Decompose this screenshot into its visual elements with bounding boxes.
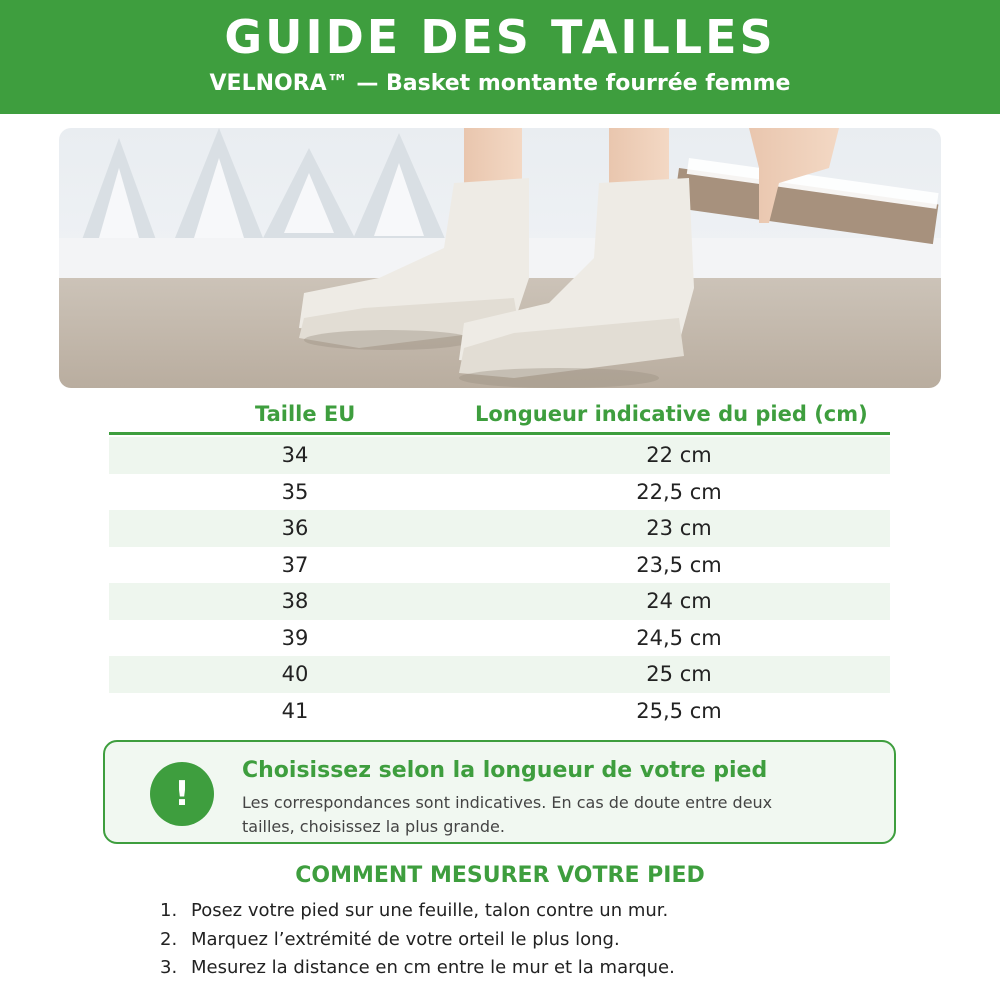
header-banner — [0, 0, 1000, 114]
header-size-eu: Taille EU — [255, 402, 356, 426]
size-table — [109, 395, 890, 729]
table-row — [109, 510, 890, 547]
table-row — [109, 583, 890, 620]
table-row — [109, 437, 890, 474]
exclamation-icon: ! — [150, 762, 214, 826]
notice-title: Choisissez selon la longueur de votre pied — [242, 758, 768, 783]
notice-text: Les correspondances sont indicatives. En cas de doute entre deux tailles, choisissez la plus grande. — [242, 793, 773, 836]
length-cell: 22 cm — [646, 443, 712, 467]
table-row — [109, 474, 890, 511]
size-cell: 41 — [281, 698, 309, 723]
step-text: Marquez l’extrémité de votre orteil le plus long. — [191, 928, 620, 950]
length-cell: 25 cm — [646, 662, 712, 686]
step-number: 3. — [160, 957, 178, 978]
size-cell: 39 — [281, 625, 309, 650]
size-cell: 37 — [281, 552, 309, 577]
table-row — [109, 656, 890, 693]
table-row — [109, 693, 890, 730]
size-cell: 35 — [281, 479, 309, 504]
howto-steps — [160, 897, 860, 983]
list-item — [160, 954, 860, 983]
table-row — [109, 620, 890, 657]
size-cell: 34 — [281, 443, 309, 467]
size-table-header — [109, 395, 890, 435]
length-cell: 25,5 cm — [636, 698, 722, 723]
length-cell: 24,5 cm — [636, 625, 722, 650]
sizing-notice — [103, 740, 896, 844]
page-title: GUIDE DES TAILLES — [224, 10, 776, 64]
howto-title: COMMENT MESURER VOTRE PIED — [295, 863, 705, 888]
list-item — [160, 897, 860, 926]
step-text: Mesurez la distance en cm entre le mur et la marque. — [191, 957, 675, 978]
table-row — [109, 547, 890, 584]
length-cell: 22,5 cm — [636, 479, 722, 504]
header-foot-length: Longueur indicative du pied (cm) — [475, 402, 868, 426]
length-cell: 23,5 cm — [636, 552, 722, 577]
length-cell: 23 cm — [646, 516, 712, 540]
size-cell: 36 — [281, 516, 309, 540]
size-cell: 38 — [281, 589, 309, 613]
step-number: 1. — [160, 900, 178, 921]
product-photo-illustration — [59, 128, 941, 388]
size-cell: 40 — [281, 662, 309, 686]
product-photo — [59, 128, 941, 388]
page-subtitle: VELNORA™ — Basket montante fourrée femme — [209, 71, 791, 96]
step-number: 2. — [160, 928, 178, 950]
list-item — [160, 926, 860, 955]
length-cell: 24 cm — [646, 589, 712, 613]
size-table-body — [109, 437, 890, 729]
step-text: Posez votre pied sur une feuille, talon contre un mur. — [191, 900, 669, 921]
